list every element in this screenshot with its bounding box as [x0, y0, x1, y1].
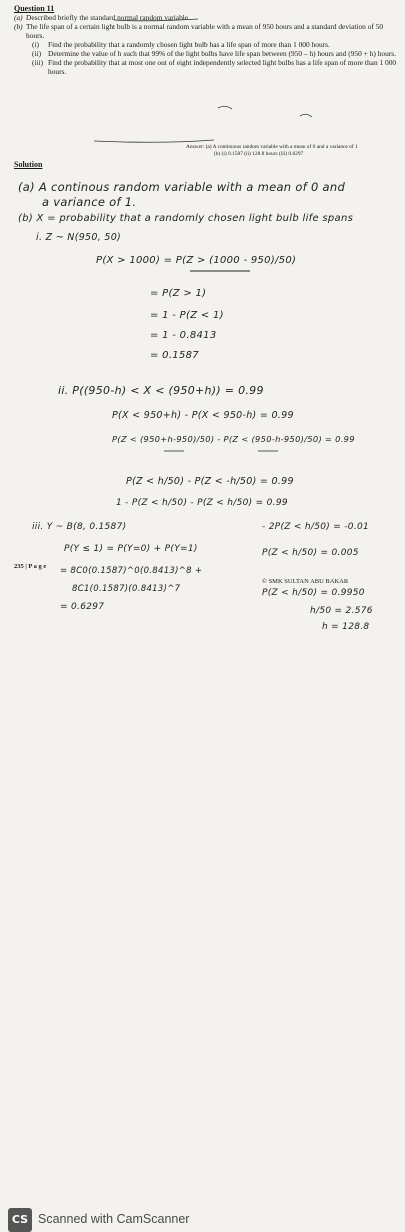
school-credit: © SMK SULTAN ABU BAKAR [262, 578, 349, 585]
solution-line: h = 128.8 [322, 622, 370, 632]
part-b-ii-text: Determine the value of h such that 99% of the light bulbs have life span between (950 – h) hours and (950 + h) hours. [48, 49, 396, 58]
solution-line: h/50 = 2.576 [310, 606, 373, 616]
solution-line: P(Z < (950+h-950)/50) - P(Z < (950-h-950)/50) = 0.99 [112, 434, 355, 444]
solution-line: P(Y ≤ 1) = P(Y=0) + P(Y=1) [64, 544, 198, 554]
answer-line-1: Answer: (a) A continuous random variable with a mean of 0 and a variance of 1 [186, 144, 358, 150]
solution-line: P(Z < h/50) - P(Z < -h/50) = 0.99 [126, 476, 294, 487]
solution-line: iii. Y ~ B(8, 0.1587) [32, 522, 127, 532]
solution-line: P(X > 1000) = P(Z > (1000 - 950)/50) [96, 255, 297, 266]
solution-line: a variance of 1. [42, 195, 137, 209]
part-b-ii-label: (ii) [32, 49, 42, 58]
solution-line: = 8C0(0.1587)^0(0.8413)^8 + [60, 566, 203, 576]
answer-line-2: (b) (i) 0.1587 (ii) 128.8 hours (iii) 0.6297 [214, 151, 304, 157]
solution-line: ii. P((950-h) < X < (950+h)) = 0.99 [58, 384, 264, 397]
solution-line: (b) X = probability that a randomly chosen light bulb life spans [18, 213, 354, 224]
part-b-i-label: (i) [32, 40, 39, 49]
solution-line: - 2P(Z < h/50) = -0.01 [262, 522, 370, 532]
solution-line: P(Z < h/50) = 0.005 [262, 548, 359, 558]
camscanner-text: Scanned with CamScanner [38, 1212, 190, 1226]
part-a-text: Described briefly the standard normal random variable. [26, 13, 190, 22]
solution-line: = P(Z > 1) [150, 288, 207, 299]
solution-line: = 1 - 0.8413 [150, 330, 217, 341]
solution-line: = 0.1587 [150, 350, 199, 361]
part-b-label: (b) [14, 22, 23, 31]
part-b-iii-text: Find the probability that at most one out of eight independently selected light bulbs has a life span of more than 1 000 hours. [48, 58, 397, 76]
solution-line: (a) A continous random variable with a mean of 0 and [18, 180, 346, 194]
solution-title: Solution [14, 160, 43, 169]
scanner-watermark [0, 602, 405, 1226]
camscanner-logo: CS [8, 1208, 32, 1232]
question-title: Question 11 [14, 4, 55, 13]
part-b-text: The life span of a certain light bulb is a normal random variable with a mean of 950 hours and a standard deviation of 50 hours. [26, 22, 384, 40]
solution-line: P(Z < h/50) = 0.9950 [262, 588, 365, 598]
solution-line: P(X < 950+h) - P(X < 950-h) = 0.99 [112, 410, 294, 421]
solution-line: = 0.6297 [60, 602, 105, 612]
solution-line: 1 - P(Z < h/50) - P(Z < h/50) = 0.99 [116, 498, 288, 508]
solution-line: = 1 - P(Z < 1) [150, 310, 224, 321]
solution-line: 8C1(0.1587)(0.8413)^7 [72, 584, 181, 594]
part-b-iii-label: (iii) [32, 58, 44, 67]
part-a-label: (a) [14, 13, 23, 22]
part-b-i-text: Find the probability that a randomly chosen light bulb has a life span of more than 1 000 hours. [48, 40, 330, 49]
solution-line: i. Z ~ N(950, 50) [36, 232, 122, 243]
page-number: 235 | P a g e [14, 563, 47, 570]
